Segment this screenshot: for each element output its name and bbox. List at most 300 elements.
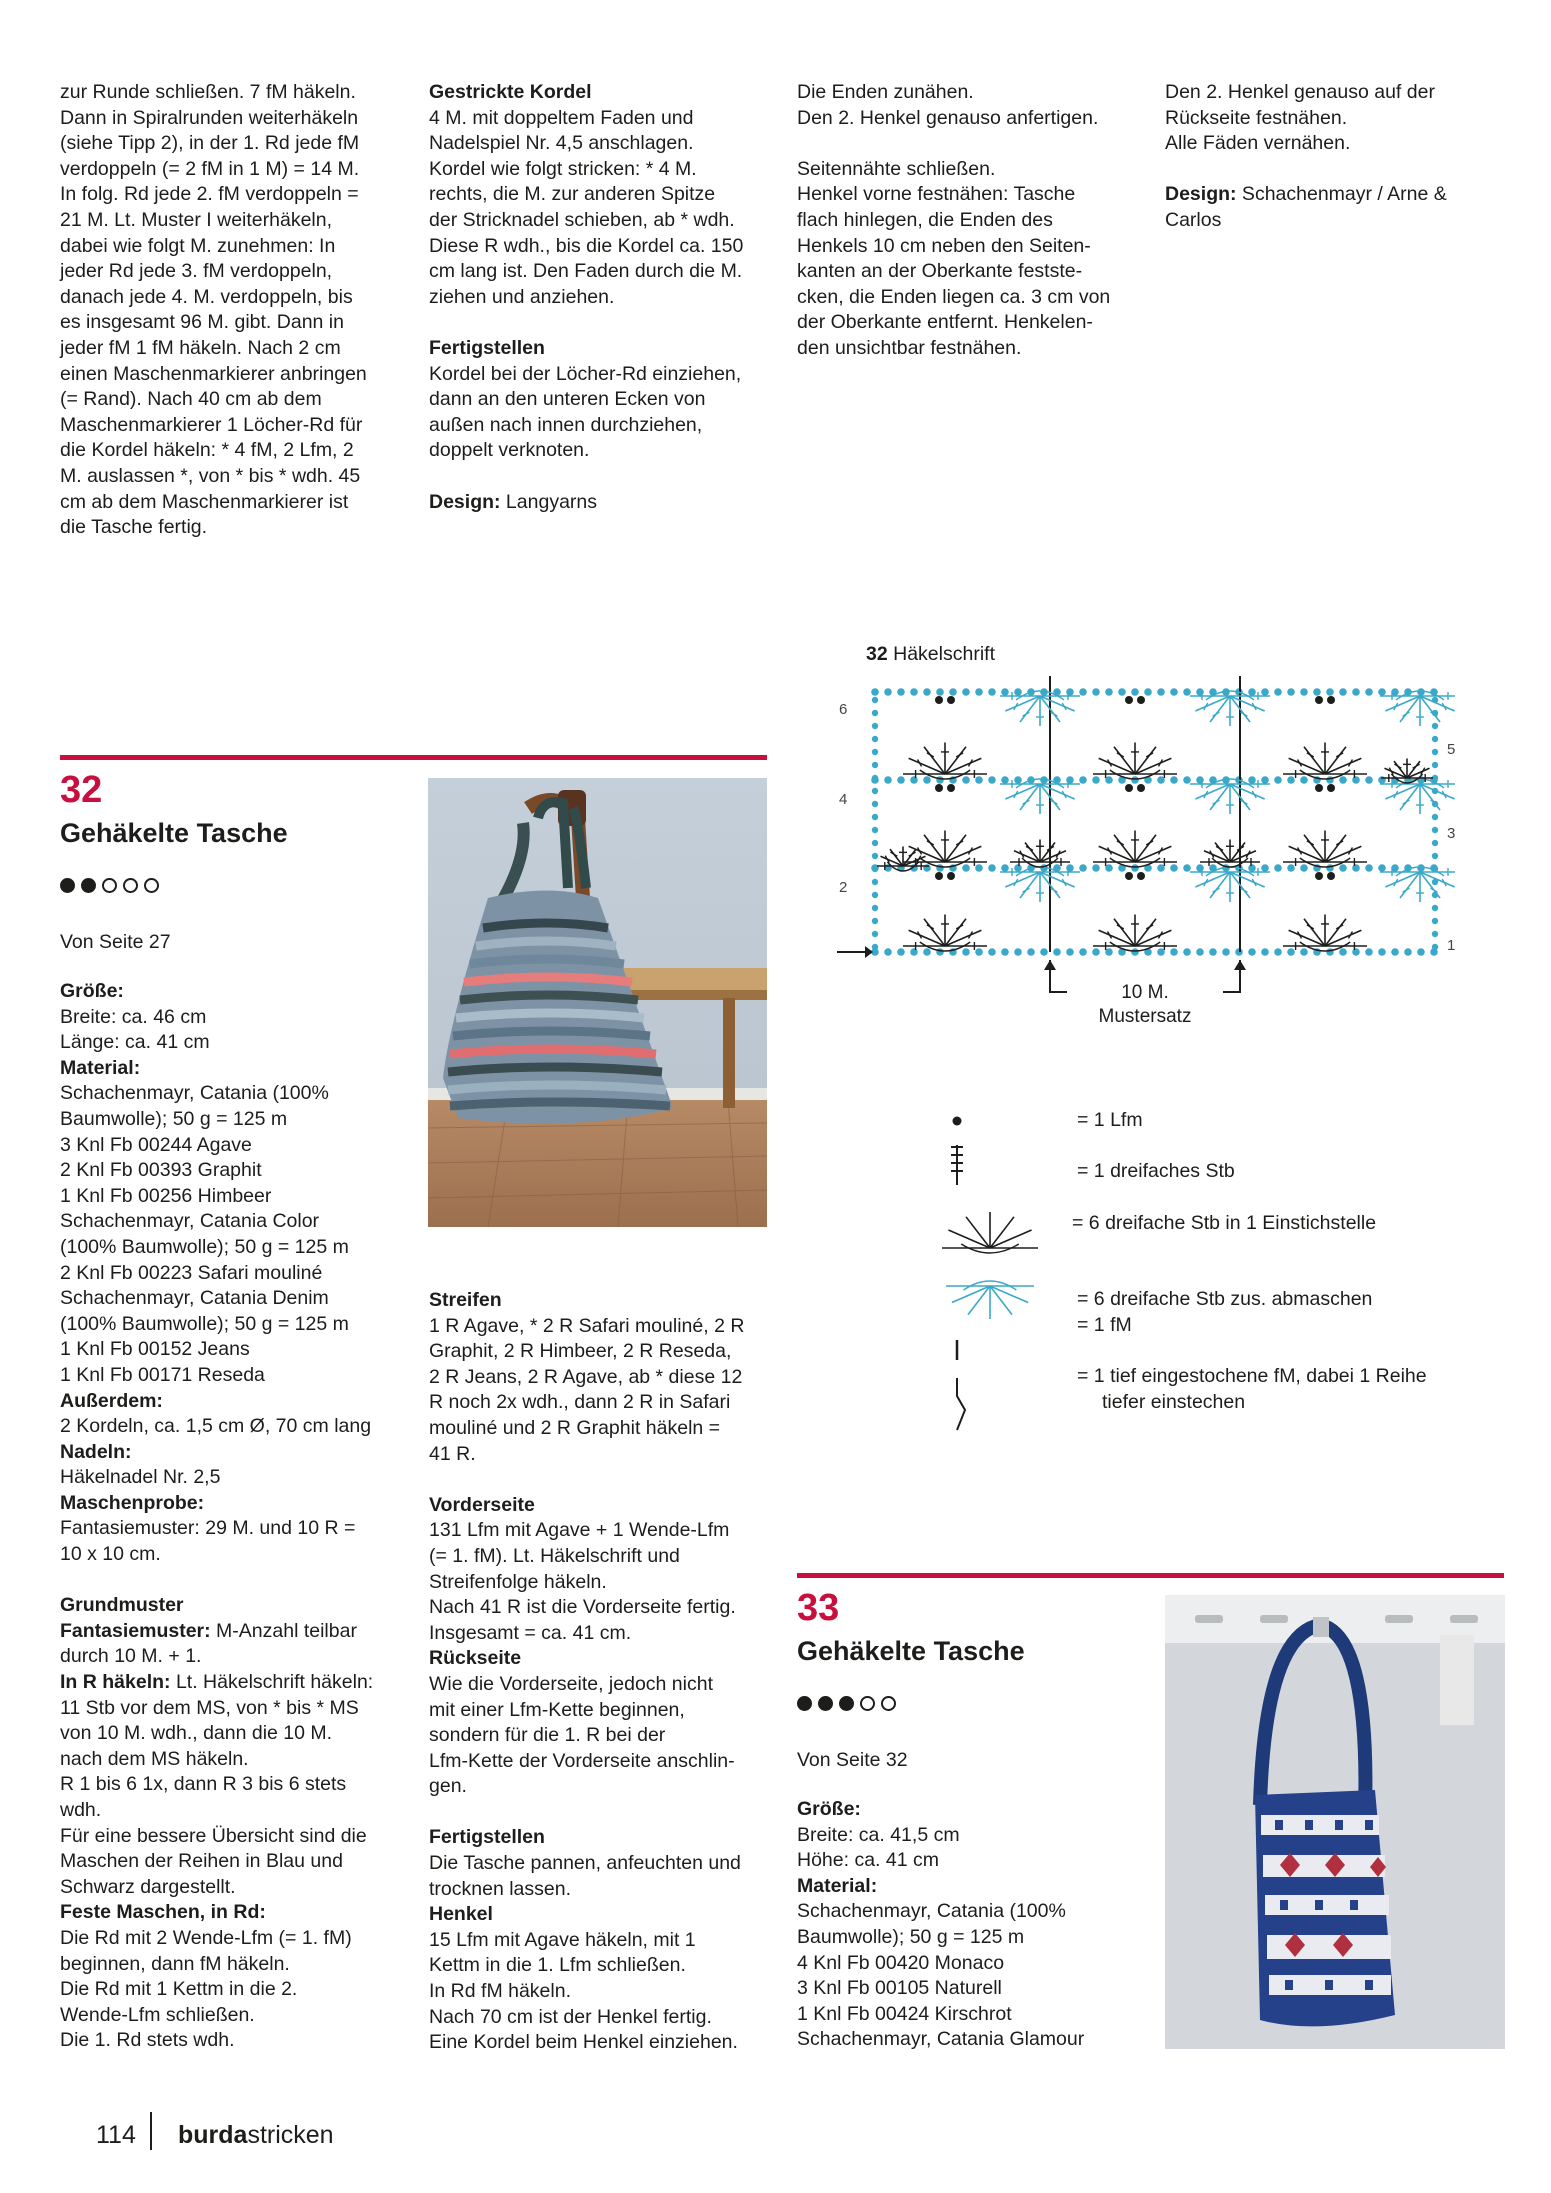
chart-sc-dot [1248, 948, 1256, 956]
text-run: Diese R wdh., bis die Kordel ca. 150 [429, 234, 744, 257]
photo-bag-33 [1165, 1595, 1505, 2049]
top-column-2 [429, 80, 769, 515]
text-line [60, 490, 400, 516]
chart-repeat-label: Mustersatz [1098, 1006, 1192, 1027]
chart-treble-tick [1213, 800, 1220, 804]
text-run: Langyarns [500, 490, 597, 513]
bold-text: Größe: [60, 980, 124, 1002]
chart-row-label: 4 [839, 791, 848, 808]
text-line [429, 1288, 774, 1314]
text-line [797, 1797, 1137, 1823]
text-line [60, 1798, 405, 1824]
chart-sc-dot [1274, 688, 1282, 696]
bold-text: Design: [429, 490, 501, 513]
chart-treble-tick [1051, 712, 1058, 716]
chart-treble-tick [909, 852, 916, 856]
text-run: wdh. [60, 1799, 102, 1821]
text-run: nach dem MS häkeln. [60, 1747, 249, 1770]
chart-treble-tick [1023, 712, 1030, 716]
chart-sc-dot [1170, 688, 1178, 696]
chart-sc-dot [988, 688, 996, 696]
bold-text: In R häkeln: [60, 1671, 171, 1694]
text-run: ziehen und anziehen. [429, 285, 615, 308]
text-run: der Stricknadel schieben, ab * wdh. [429, 208, 735, 231]
text-line [60, 1235, 405, 1261]
chart-start-arrowhead [865, 946, 873, 958]
text-line [60, 182, 400, 208]
chart-treble-tick [1403, 712, 1410, 716]
text-line [429, 336, 769, 362]
chart-chain-dot [1327, 696, 1335, 704]
chart-sc-dot [975, 688, 983, 696]
text-line [60, 1542, 405, 1568]
chart-sc-dot [949, 688, 957, 696]
pattern32-column-2 [429, 1288, 774, 2056]
chart-sc-dot [1274, 776, 1282, 784]
chart-sc-dot [1092, 864, 1100, 872]
chart-legend-symbols [935, 1100, 1045, 1440]
chart-sc-dot [1417, 864, 1425, 872]
text-run: zur Runde schließen. 7 fM häkeln. [60, 81, 356, 103]
text-run: sondern für die 1. R bei der [429, 1724, 666, 1747]
text-line [797, 1874, 1137, 1900]
text-run: es insgesamt 96 M. gibt. Dann in [60, 311, 344, 334]
chart-sc-dot [1339, 776, 1347, 784]
text-run: Den 2. Henkel genauso auf der [1165, 81, 1435, 103]
text-run: Graphit, 2 R Himbeer, 2 R Reseda, [429, 1340, 732, 1363]
difficulty-dot-filled-icon [818, 1696, 833, 1711]
text-line [60, 1005, 405, 1031]
chart-treble-tick [1336, 925, 1343, 929]
chart-bracket-arrowhead [1234, 960, 1246, 970]
text-run: Henkels 10 cm neben den Seiten- [797, 234, 1091, 257]
chart-chain-dot [935, 784, 943, 792]
difficulty-dot-empty-icon [102, 878, 117, 893]
chart-treble-tick [1241, 712, 1248, 716]
chart-sc-dot [923, 688, 931, 696]
text-line [60, 1389, 405, 1415]
difficulty-rating-33 [797, 1696, 896, 1711]
text-line [429, 1339, 774, 1365]
text-line [429, 157, 769, 183]
chart-edge-dot [872, 814, 878, 820]
bold-text: Henkel [429, 1903, 493, 1926]
chart-sc-dot [897, 776, 905, 784]
chart-edge-dot [872, 879, 878, 885]
text-line [429, 285, 769, 311]
chart-sc-dot [1300, 864, 1308, 872]
text-run: Schachenmayr / Arne & [1236, 183, 1447, 206]
text-run: außen nach innen durchziehen, [429, 413, 703, 436]
text-run: In Rd fM häkeln. [429, 1980, 571, 2003]
chart-sc-dot [1248, 864, 1256, 872]
chart-sc-dot [962, 864, 970, 872]
text-run: der Oberkante entfernt. Henkelen- [797, 311, 1093, 334]
text-run: dann an den unteren Ecken von [429, 388, 706, 411]
text-line [429, 1442, 774, 1468]
text-line [797, 182, 1137, 208]
chart-treble-tick [1146, 925, 1153, 929]
chart-sc-dot [1092, 688, 1100, 696]
chart-row-label: 6 [839, 701, 848, 718]
difficulty-dot-empty-icon [881, 1696, 896, 1711]
chart-treble-tick [927, 841, 934, 845]
chart-sc-dot [962, 688, 970, 696]
pattern32-column-1 [60, 979, 405, 2054]
chart-chain-dot [947, 784, 955, 792]
text-run: (100% Baumwolle); 50 g = 125 m [60, 1312, 349, 1335]
text-run: Baumwolle); 50 g = 125 m [797, 1925, 1025, 1948]
chart-sc-dot [1079, 688, 1087, 696]
text-run: dabei wie folgt M. zunehmen: In [60, 234, 336, 257]
text-line [60, 336, 400, 362]
text-line [797, 1848, 1137, 1874]
chart-sc-dot [1092, 776, 1100, 784]
chart-treble-tick [927, 925, 934, 929]
chart-edge-dot [872, 892, 878, 898]
chart-sc-dot [1183, 688, 1191, 696]
text-line [429, 1774, 774, 1800]
chart-sc-dot [1157, 864, 1165, 872]
text-run: die Kordel häkeln: * 4 fM, 2 Lfm, 2 [60, 439, 354, 462]
chart-edge-dot [872, 736, 878, 742]
text-run: 1 Knl Fb 00152 Jeans [60, 1338, 250, 1361]
chart-sc-dot [936, 864, 944, 872]
text-line [429, 362, 769, 388]
text-run: R noch 2x wdh., dann 2 R in Safari [429, 1391, 731, 1414]
chart-sc-dot [1313, 688, 1321, 696]
text-line [60, 464, 400, 490]
chart-sc-dot [1248, 688, 1256, 696]
text-line [429, 1570, 774, 1596]
bold-text: Außerdem: [60, 1389, 163, 1412]
text-line [797, 310, 1137, 336]
text-run: Häkelnadel Nr. 2,5 [60, 1466, 221, 1489]
text-run: cm lang ist. Den Faden durch die M. [429, 260, 743, 283]
chart-sc-dot [1196, 948, 1204, 956]
chart-sc-dot [884, 688, 892, 696]
chart-sc-dot [910, 688, 918, 696]
from-page-33: Von Seite 32 [797, 1749, 908, 1771]
text-line [60, 1772, 405, 1798]
chart-sc-dot [923, 948, 931, 956]
text-line [60, 1414, 405, 1440]
bold-text: Fertigstellen [429, 1826, 545, 1849]
chart-sc-dot [1404, 948, 1412, 956]
text-run: 15 Lfm mit Agave häkeln, mit 1 [429, 1928, 696, 1951]
chart-sc-dot [1014, 948, 1022, 956]
chart-sc-dot [1183, 776, 1191, 784]
chart-edge-dot [872, 931, 878, 937]
chart-edge-dot [1432, 762, 1438, 768]
chart-treble-tick [1117, 841, 1124, 845]
legend-item-chain: = 1 Lfm [1077, 1109, 1143, 1131]
text-run: kanten an der Oberkante festste- [797, 260, 1083, 283]
text-run: Dann in Spiralrunden weiterhäkeln [60, 106, 359, 129]
chart-edge-dot [872, 827, 878, 833]
chart-sc-dot [975, 864, 983, 872]
chart-chain-dot [1315, 872, 1323, 880]
chart-sc-dot [1209, 948, 1217, 956]
text-line [797, 106, 1137, 132]
text-line [60, 157, 400, 183]
text-line [60, 1337, 405, 1363]
difficulty-rating-32 [60, 878, 159, 893]
text-line [60, 2028, 405, 2054]
chart-sc-dot [1287, 688, 1295, 696]
chart-treble-tick [1023, 888, 1030, 892]
chart-row-label: 2 [839, 879, 848, 896]
text-run: (= Rand). Nach 40 cm ab dem [60, 388, 322, 411]
text-run: die Tasche fertig. [60, 516, 208, 539]
chart-sc-dot [1001, 776, 1009, 784]
legend-item-spike: = 1 tief eingestochene fM, dabei 1 Reihe [1077, 1365, 1427, 1387]
text-line [429, 1877, 774, 1903]
chart-sc-dot [1014, 864, 1022, 872]
chart-chain-dot [1125, 696, 1133, 704]
text-run: 2 R Jeans, 2 R Agave, ab * diese 12 [429, 1365, 743, 1388]
page-number: 114 [96, 2121, 136, 2149]
chart-chain-dot [1125, 872, 1133, 880]
chart-sc-dot [1079, 948, 1087, 956]
chart-treble-tick [1216, 846, 1223, 850]
chart-sc-dot [1066, 948, 1074, 956]
chart-treble-tick [1431, 888, 1438, 892]
text-line [60, 234, 400, 260]
text-run: Schachenmayr, Catania Glamour [797, 2028, 1085, 2051]
crochet-chart [835, 670, 1455, 1070]
chart-sc-dot [962, 776, 970, 784]
text-run: Maschen der Reihen in Blau und [60, 1850, 343, 1873]
chart-sc-dot [884, 948, 892, 956]
chart-sc-dot [1300, 688, 1308, 696]
chart-edge-dot [1432, 814, 1438, 820]
chart-sc-dot [1326, 776, 1334, 784]
chart-sc-dot [1027, 948, 1035, 956]
text-run: Rückseite festnähen. [1165, 106, 1348, 129]
text-line [60, 131, 400, 157]
text-run: Schachenmayr, Catania (100% [60, 1082, 329, 1105]
text-run: Schachenmayr, Catania Denim [60, 1287, 329, 1310]
section-rule-32 [60, 755, 767, 760]
text-line [60, 1184, 405, 1210]
paragraph [429, 336, 769, 464]
chart-sc-dot [1144, 688, 1152, 696]
text-line [60, 1952, 405, 1978]
text-run: Maschenmarkierer 1 Löcher-Rd für [60, 413, 363, 436]
chart-chain-dot [1137, 696, 1145, 704]
chart-sc-dot [1001, 948, 1009, 956]
chart-chain-dot [1315, 696, 1323, 704]
pattern-number-32: 32 [60, 769, 103, 811]
chart-treble-tick [1336, 753, 1343, 757]
text-run: 21 M. Lt. Muster I weiterhäkeln, [60, 208, 333, 231]
chart-sc-dot [988, 864, 996, 872]
text-line [60, 1926, 405, 1952]
chart-sc-dot [1378, 864, 1386, 872]
text-run: 41 R. [429, 1442, 476, 1465]
text-line [429, 1902, 774, 1928]
text-run: 4 M. mit doppeltem Faden und [429, 106, 694, 129]
text-line [429, 106, 769, 132]
chart-sc-dot [1352, 688, 1360, 696]
chart-sc-dot [1352, 864, 1360, 872]
bold-text: Material: [797, 1874, 878, 1897]
text-run: 1 R Agave, * 2 R Safari mouliné, 2 R [429, 1314, 745, 1337]
pattern-title-32: Gehäkelte Tasche [60, 818, 288, 848]
text-run: Die Rd mit 1 Kettm in die 2. [60, 1978, 298, 2001]
text-run: Nach 41 R ist die Vorderseite fertig. [429, 1596, 736, 1619]
chart-edge-dot [872, 762, 878, 768]
text-run: jeder fM 1 fM häkeln. Nach 2 cm [60, 336, 341, 359]
text-line [429, 1365, 774, 1391]
chart-sc-dot [1352, 948, 1360, 956]
chart-treble-tick [1394, 764, 1401, 768]
chart-sc-dot [1105, 948, 1113, 956]
chart-edge-dot [872, 918, 878, 924]
text-run: cm ab dem Maschenmarkierer ist [60, 490, 349, 513]
text-line [429, 413, 769, 439]
text-run: 2 Kordeln, ca. 1,5 cm Ø, 70 cm lang [60, 1415, 372, 1438]
text-line [60, 1644, 405, 1670]
text-line [429, 1621, 774, 1647]
text-run: Wende-Lfm schließen. [60, 2003, 255, 2026]
chart-treble-tick [1413, 764, 1420, 768]
pattern-title-33: Gehäkelte Tasche [797, 1636, 1025, 1666]
text-line [60, 1696, 405, 1722]
text-line [60, 1286, 405, 1312]
chart-sc-dot [1365, 688, 1373, 696]
text-line [60, 208, 400, 234]
chart-sc-dot [1365, 864, 1373, 872]
paragraph [429, 1493, 774, 1800]
difficulty-dot-filled-icon [839, 1696, 854, 1711]
text-run: Lt. Häkelschrift häkeln: [170, 1671, 374, 1694]
text-line [60, 1363, 405, 1389]
chart-sc-dot [1157, 688, 1165, 696]
chart-sc-dot [1391, 948, 1399, 956]
text-run: Streifenfolge häkeln. [429, 1570, 607, 1593]
text-line [1165, 106, 1505, 132]
chart-treble-tick [890, 852, 897, 856]
text-line [60, 515, 400, 541]
chart-sc-dot [1131, 688, 1139, 696]
chart-sc-dot [1157, 776, 1165, 784]
pattern33-column [797, 1797, 1137, 2053]
text-run: Schwarz dargestellt. [60, 1875, 236, 1898]
text-line [60, 1107, 405, 1133]
chart-sc-dot [1131, 776, 1139, 784]
text-line [429, 1698, 774, 1724]
text-line [429, 387, 769, 413]
text-line [60, 1619, 405, 1645]
chart-edge-dot [1432, 931, 1438, 937]
chart-chain-dot [1315, 784, 1323, 792]
chart-treble-tick [1023, 800, 1030, 804]
paragraph [1165, 80, 1505, 157]
chart-treble-tick [927, 753, 934, 757]
chart-treble-tick [1241, 888, 1248, 892]
text-run: 3 Knl Fb 00244 Agave [60, 1133, 252, 1156]
chart-treble-tick [1307, 841, 1314, 845]
chart-sc-dot [1365, 948, 1373, 956]
chart-bracket-arrowhead [1044, 960, 1056, 970]
text-line [429, 182, 769, 208]
chart-edge-dot [1432, 944, 1438, 950]
text-run: Schachenmayr, Catania Color [60, 1210, 320, 1233]
text-line [60, 1900, 405, 1926]
text-run: 4 Knl Fb 00420 Monaco [797, 1951, 1005, 1974]
chart-row-label: 3 [1447, 825, 1455, 842]
text-line [797, 259, 1137, 285]
chart-sc-dot [923, 776, 931, 784]
text-line [1165, 80, 1505, 106]
chart-treble-tick [1213, 888, 1220, 892]
text-line [60, 362, 400, 388]
text-line [60, 1593, 405, 1619]
chart-treble-tick [1146, 841, 1153, 845]
text-run: 1 Knl Fb 00424 Kirschrot [797, 2002, 1012, 2025]
text-run: Die Tasche pannen, anfeuchten und [429, 1852, 741, 1875]
chart-treble-tick [1051, 800, 1058, 804]
paragraph [60, 80, 400, 541]
text-line [797, 80, 1137, 106]
legend-item-single-crochet: = 1 fM [1077, 1314, 1132, 1336]
text-run: 2 Knl Fb 00223 Safari mouliné [60, 1261, 323, 1284]
chart-chain-dot [935, 872, 943, 880]
text-run: 131 Lfm mit Agave + 1 Wende-Lfm [429, 1519, 730, 1542]
chart-treble-tick [1403, 800, 1410, 804]
text-line [60, 1875, 405, 1901]
text-line [429, 1851, 774, 1877]
legend-item-fan: = 6 dreifache Stb in 1 Einstichstelle [1072, 1212, 1377, 1234]
bold-text: Maschenprobe: [60, 1491, 205, 1514]
chart-sc-dot [1417, 948, 1425, 956]
text-line [429, 2030, 774, 2056]
text-run: Kordel bei der Löcher-Rd einziehen, [429, 362, 742, 385]
text-run: 11 Stb vor dem MS, von * bis * MS [60, 1696, 359, 1719]
paragraph [429, 80, 769, 310]
chart-sc-dot [1014, 688, 1022, 696]
chart-treble-tick [1307, 753, 1314, 757]
chart-sc-dot [1326, 948, 1334, 956]
text-line [797, 1976, 1137, 2002]
chart-sc-dot [1170, 776, 1178, 784]
text-run: Schachenmayr, Catania (100% [797, 1900, 1066, 1923]
chart-sc-dot [1040, 948, 1048, 956]
chart-sc-dot [1222, 948, 1230, 956]
chart-sc-dot [936, 688, 944, 696]
text-line [429, 438, 769, 464]
paragraph [1165, 182, 1505, 233]
chart-sc-dot [988, 776, 996, 784]
text-run: Die 1. Rd stets wdh. [60, 2029, 235, 2052]
text-run: Henkel vorne festnähen: Tasche [797, 183, 1076, 206]
text-line [429, 1749, 774, 1775]
chart-sc-dot [1105, 864, 1113, 872]
chart-edge-dot [872, 853, 878, 859]
chart-edge-dot [872, 723, 878, 729]
paragraph [797, 80, 1137, 131]
text-run: Breite: ca. 41,5 cm [797, 1823, 960, 1846]
chart-row-label: 5 [1447, 741, 1455, 758]
pattern-number-33: 33 [797, 1587, 840, 1629]
chart-edge-dot [1432, 905, 1438, 911]
chart-sc-dot [1378, 688, 1386, 696]
chart-treble-tick [1307, 925, 1314, 929]
text-run: 10 x 10 cm. [60, 1543, 161, 1566]
text-run: Wie die Vorderseite, jedoch nicht [429, 1672, 713, 1695]
